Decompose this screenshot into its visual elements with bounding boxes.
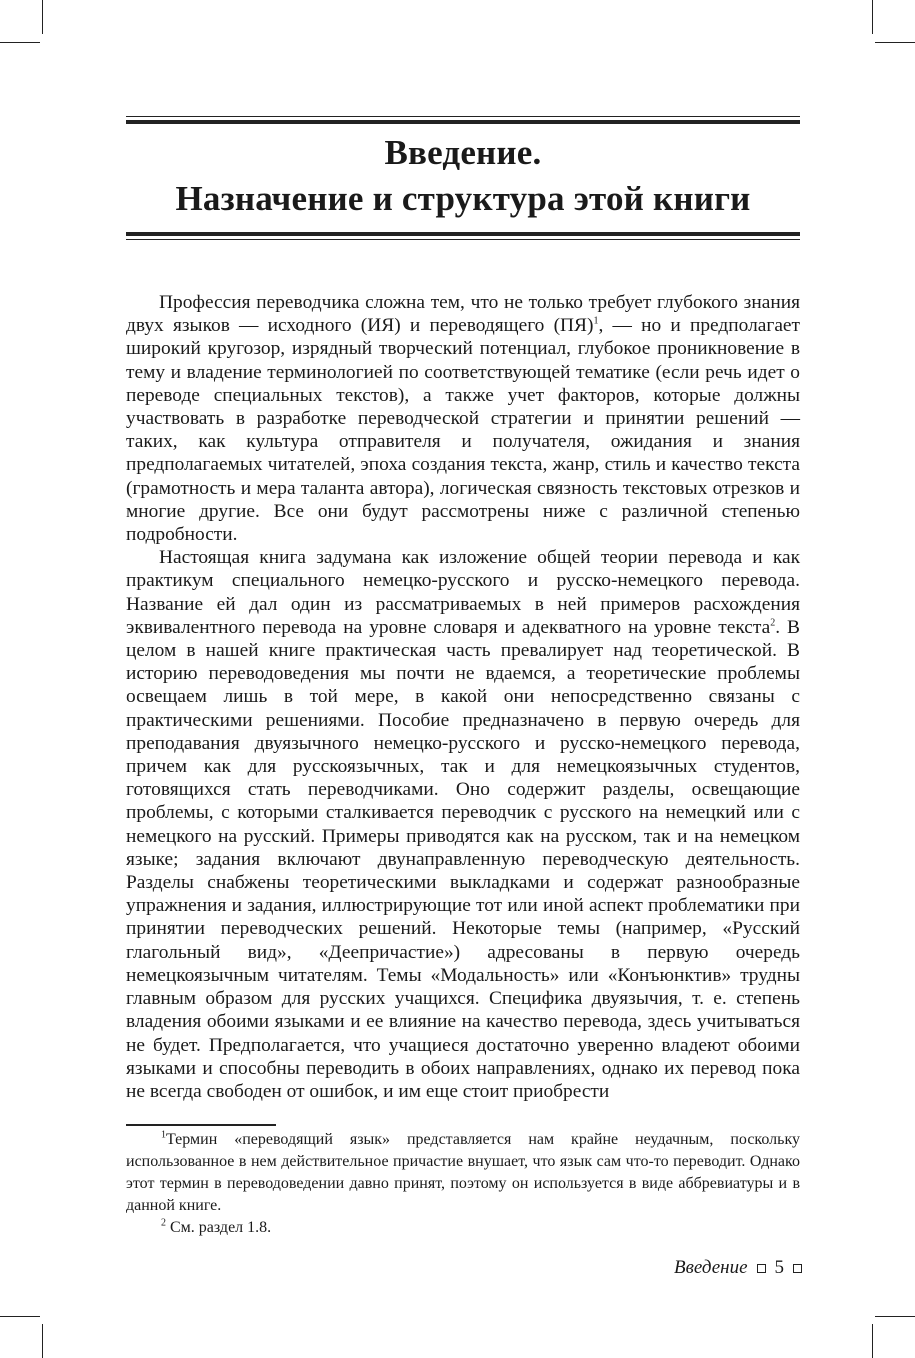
crop-mark (872, 0, 873, 34)
crop-mark (42, 0, 43, 34)
crop-mark (0, 1316, 40, 1317)
footnote-number: 2 (161, 1217, 166, 1229)
footnotes (126, 1129, 800, 1239)
footnote-2 (126, 1217, 800, 1239)
footnote-text: Термин «переводящий язык» представляется нам крайне неудачным, поскольку использованное в нем действительное причастие внушает, что язык сам что-то переводит. Однако этот термин в переводоведении давно принят, поэтому он используется в виде аббревиатуры и в данной книге. (126, 1131, 800, 1214)
footnote-ref-1: 1 (593, 315, 599, 327)
running-footer (674, 1256, 802, 1280)
paragraph-1-part-b: , — но и предполагает широкий кругозор, изрядный творческий потенциал, глубокое проникновение в тему и владение терминологией по соответствующей тематике (если речь идет о переводе специальных текстов), а также учет факторов, которые должны участвовать в разработке переводческой стратегии и принятии решений — таких, как культура отправителя и получателя, ожидания и знания предполагаемых читателей, эпоха создания текста, жанр, стиль и качество текста (грамотность и мера таланта автора), логическая связность текстовых отрезков и многие другие. Все они будут рассмотрены ниже с различной степенью подробности. (126, 315, 801, 546)
paragraph-2-part-a: Настоящая книга задумана как изложение общей теории перевода и как практикум специального немецко-русского и русско-немецкого перевода. Название ей дал один из рассматриваемых в ней примеров расхождения эквивалентного перевода на уровне словаря и адекватного на уровне текста (126, 547, 800, 638)
chapter-title (126, 130, 800, 222)
footnote-ref-2: 2 (770, 617, 776, 629)
footnote-1 (126, 1129, 800, 1217)
paragraph-2-part-b: . В целом в нашей книге практическая часть превалирует над теоретической. В историю переводоведения мы почти не вдаемся, а теоретические проблемы освещаем лишь в той мере, в какой они непосредственно связаны с практическими решениями. Пособие предназначено в первую очередь для преподавания двуязычного немецко-русского и русско-немецкого перевода, причем как для русскоязычных, так и для немецкоязычных студентов, готовящихся стать переводчиками. Оно содержит разделы, освещающие проблемы, с которыми сталкивается переводчик с русского на немецкий или с немецкого на русский. Примеры приводятся как на русском, так и на немецком языке; задания включают двунаправленную переводческую деятельность. Разделы снабжены теоретическими выкладками и содержат разнообразные упражнения и задания, иллюстрирующие тот или иной аспект проблематики при принятии переводческих решений. Некоторые темы (например, «Русский глагольный вид», «Деепричастие») адресованы в первую очередь немецкоязычным читателям. Темы «Модальность» или «Конъюнктив» трудны главным образом для русских учащихся. Специфика двуязычия, т. е. степень владения обоими языками и ее влияние на качество перевода, здесь учитываться не будет. Предполагается, что учащиеся достаточно уверенно владеют обоими языками и способны переводить в обоих направлениях, однако их перевод пока не всегда свободен от ошибок, и им еще стоит приобрести (126, 616, 800, 1102)
paragraph-1-part-a: Профессия переводчика сложна тем, что не только требует глубокого знания двух языков — исходного (ИЯ) и переводящего (ПЯ) (126, 292, 800, 337)
footnote-text: См. раздел 1.8. (166, 1219, 272, 1236)
title-bottom-rule (126, 232, 800, 240)
crop-mark (875, 1316, 915, 1317)
running-footer-section: Введение (674, 1257, 748, 1278)
paragraph-2 (126, 546, 800, 1103)
crop-mark (0, 42, 40, 43)
paragraph-1 (126, 291, 800, 546)
square-bullet-icon (793, 1264, 802, 1273)
chapter-title-line-1: Введение. (384, 133, 542, 172)
chapter-title-line-2: Назначение и структура этой книги (175, 179, 751, 218)
crop-mark (42, 1324, 43, 1358)
footnote-number: 1 (161, 1129, 166, 1141)
square-bullet-icon (757, 1264, 766, 1273)
footnote-separator (126, 1124, 276, 1126)
page-number: 5 (774, 1257, 784, 1278)
body-text (126, 291, 800, 1103)
crop-mark (872, 1324, 873, 1358)
crop-mark (875, 42, 915, 43)
title-top-rule (126, 116, 800, 124)
